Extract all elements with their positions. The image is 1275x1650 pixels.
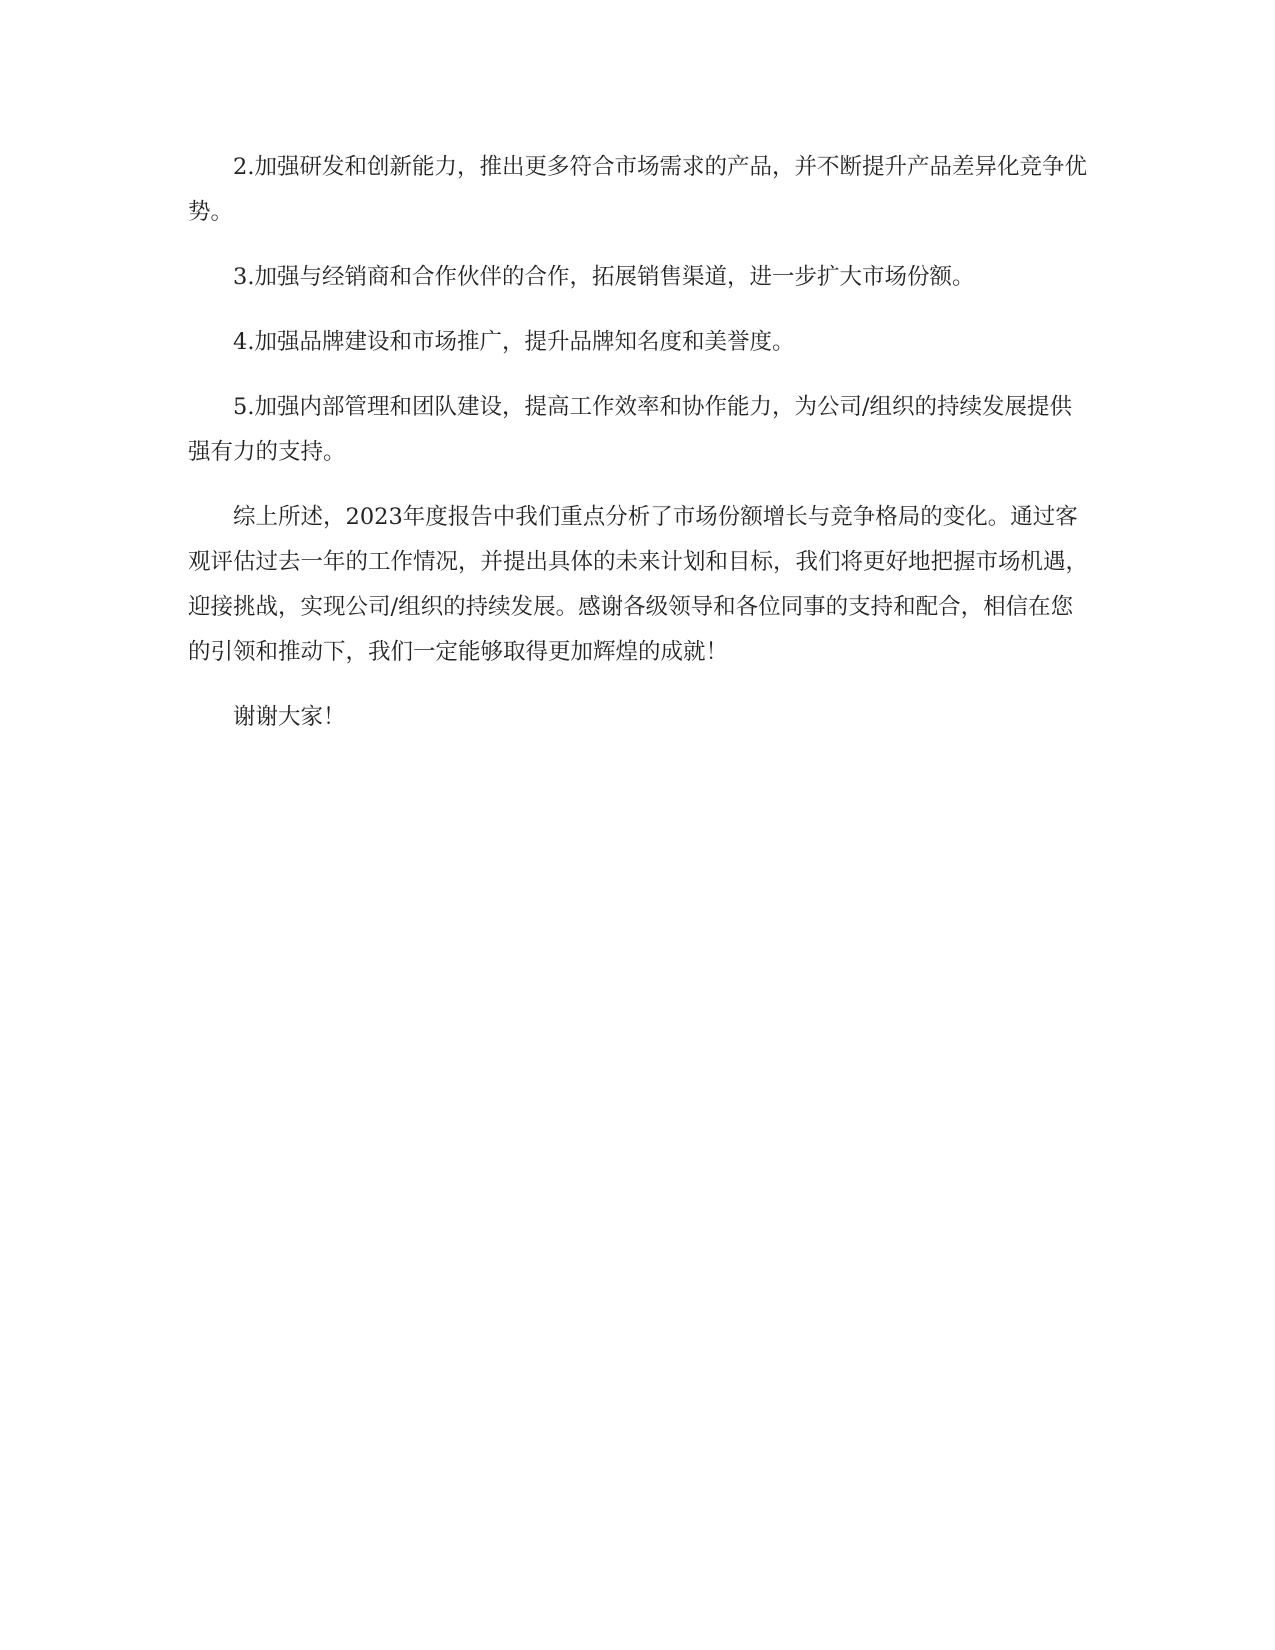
plan-item-4: 4.加强品牌建设和市场推广，提升品牌知名度和美誉度。 [233,329,795,355]
closing-thanks: 谢谢大家！ [233,704,346,730]
conclusion-paragraph: 综上所述，2023年度报告中我们重点分析了市场份额增长与竞争格局的变化。通过客观评估过去一年的工作情况，并提出具体的未来计划和目标，我们将更好地把握市场机遇，迎接挑战，实现公司/组织的持续发展。感谢各级领导和各位同事的支持和配合，相信在您的引领和推动下，我们一定能够取得更加辉煌的成就！ [188,504,1089,665]
plan-item-5: 5.加强内部管理和团队建设，提高工作效率和协作能力，为公司/组织的持续发展提供强有力的支持。 [188,394,1073,465]
plan-item-3: 3.加强与经销商和合作伙伴的合作，拓展销售渠道，进一步扩大市场份额。 [233,264,975,290]
plan-item-2: 2.加强研发和创新能力，推出更多符合市场需求的产品，并不断提升产品差异化竞争优势。 [188,154,1087,225]
document-body [188,145,1088,760]
